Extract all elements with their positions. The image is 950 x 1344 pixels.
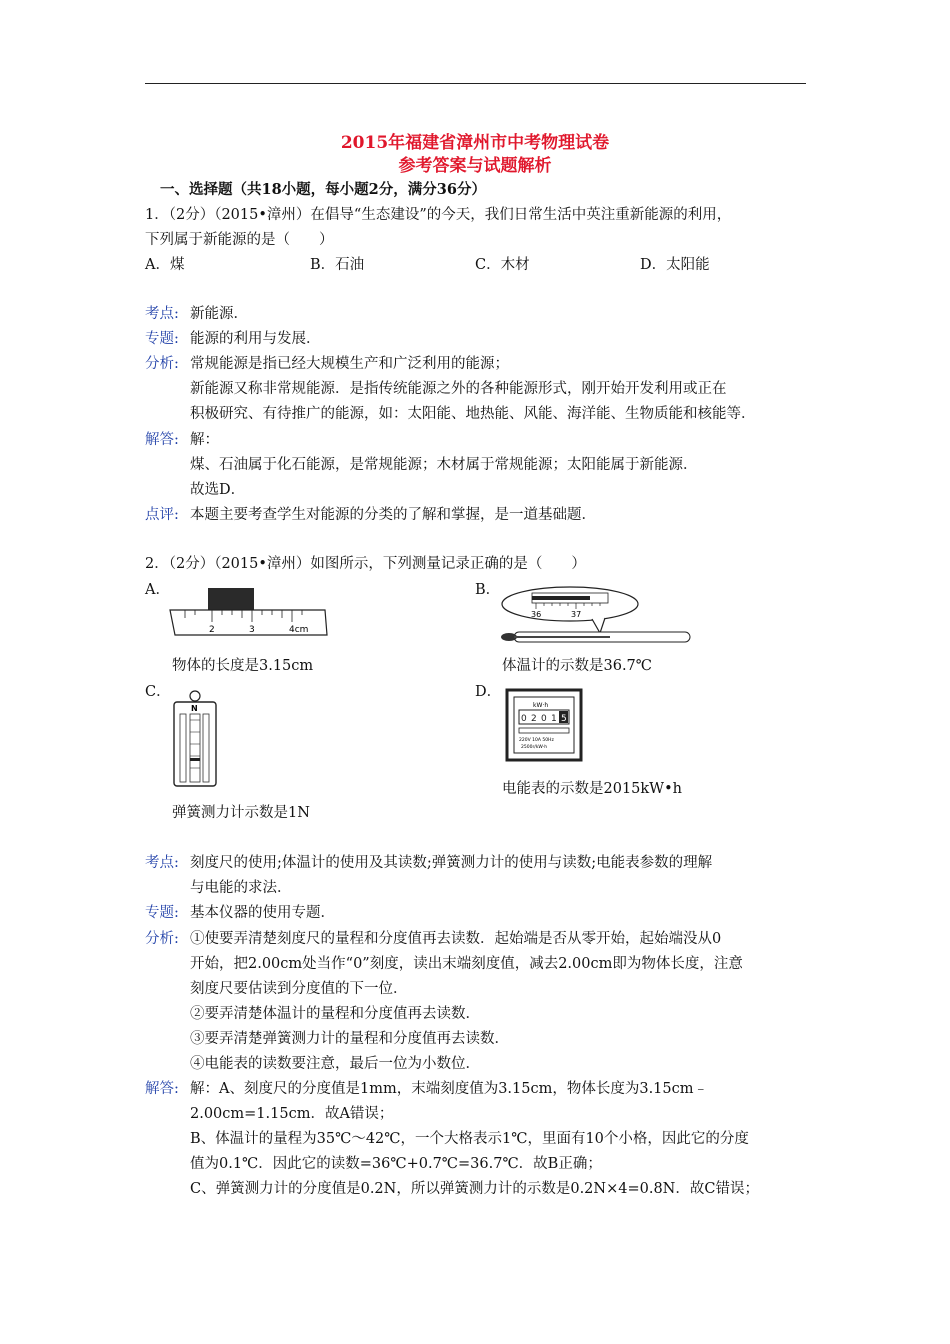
meter-digit: 0	[521, 714, 527, 724]
q1-stem-line1: 1．（2分）（2015•漳州）在倡导“生态建设”的今天，我们日常生活中英注重新能源的利用，	[145, 207, 732, 223]
q2-zhuanti-label: 专题:	[145, 905, 179, 921]
q1-dianping-label: 点评:	[145, 507, 179, 523]
q1-fenxi-line: 积极研究、有待推广的能源，如：太阳能、地热能、风能、海洋能、生物质能和核能等．	[190, 406, 756, 422]
meter-digit: 2	[531, 714, 537, 724]
electric-meter-figure	[505, 688, 583, 762]
meter-spec: 2500r/kW·h	[521, 745, 548, 750]
q2-jieda-line: 2.00cm=1.15cm．故A错误；	[190, 1106, 394, 1122]
q2-option-a-letter: A．	[145, 582, 170, 598]
q1-zhuanti: 能源的利用与发展．	[190, 331, 321, 347]
meter-digit: 5	[561, 714, 567, 724]
q1-option-d: D．太阳能	[640, 257, 710, 273]
q1-stem-line2: 下列属于新能源的是（ ）	[145, 232, 334, 248]
q1-jieda-label: 解答:	[145, 432, 179, 448]
q1-fenxi-line: 常规能源是指已经大规模生产和广泛利用的能源；	[190, 356, 509, 372]
q2-fenxi-line: ①使要弄清楚刻度尺的量程和分度值再去读数．起始端是否从零开始，起始端没从0	[190, 931, 722, 947]
q2-stem: 2．（2分）（2015•漳州）如图所示，下列测量记录正确的是（ ）	[145, 556, 586, 572]
q2-fenxi-line: ③要弄清楚弹簧测力计的量程和分度值再去读数．	[190, 1031, 509, 1047]
q2-kaodian-label: 考点:	[145, 855, 179, 871]
q1-dianping: 本题主要考查学生对能源的分类的了解和掌握，是一道基础题．	[190, 507, 596, 523]
mercury-column	[532, 596, 590, 600]
header-rule	[145, 83, 806, 84]
q2-option-c-letter: C．	[145, 684, 171, 700]
thermo-tick-label: 36	[531, 610, 542, 619]
meter-spec: 220V 10A 50Hz	[519, 738, 554, 743]
thermometer-figure	[500, 585, 695, 650]
q2-option-b-caption: 体温计的示数是36.7℃	[502, 658, 653, 674]
meter-unit: kW·h	[533, 702, 549, 709]
ruler-figure	[165, 585, 330, 645]
spring-pointer	[190, 758, 200, 761]
q1-fenxi-label: 分析:	[145, 356, 179, 372]
q2-option-a-caption: 物体的长度是3.15cm	[172, 658, 314, 674]
q2-kaodian-line: 刻度尺的使用;体温计的使用及其读数;弹簧测力计的使用与读数;电能表参数的理解	[190, 855, 713, 871]
q2-option-b-letter: B．	[475, 582, 501, 598]
page-title: 2015年福建省漳州市中考物理试卷	[340, 133, 610, 153]
q2-option-d-caption: 电能表的示数是2015kW•h	[502, 781, 682, 797]
ruler-tick-label: 2	[209, 625, 215, 635]
measured-block	[208, 588, 254, 610]
q1-fenxi-line: 新能源又称非常规能源．是指传统能源之外的各种能源形式，刚开始开发利用或正在	[190, 381, 727, 397]
q1-jieda-line: 煤、石油属于化石能源，是常规能源；木材属于常规能源；太阳能属于新能源．	[190, 457, 698, 473]
q2-fenxi-line: ④电能表的读数要注意，最后一位为小数位．	[190, 1056, 480, 1072]
meter-digit: 1	[551, 714, 557, 724]
q2-fenxi-line: ②要弄清楚体温计的量程和分度值再去读数．	[190, 1006, 480, 1022]
q2-option-d-letter: D．	[475, 684, 502, 700]
ruler-tick-label: 4cm	[289, 625, 309, 635]
q2-jieda-line: 解：A、刻度尺的分度值是1mm，末端刻度值为3.15cm，物体长度为3.15cm﹣	[190, 1081, 709, 1097]
q2-zhuanti: 基本仪器的使用专题．	[190, 905, 335, 921]
q1-option-c: C．木材	[475, 257, 530, 273]
spring-scale-figure	[170, 690, 220, 790]
q1-option-a: A．煤	[145, 257, 185, 273]
q1-kaodian-label: 考点:	[145, 306, 179, 322]
q1-option-b: B．石油	[310, 257, 365, 273]
q2-jieda-line: 值为0.1℃．因此它的读数=36℃+0.7℃=36.7℃．故B正确；	[190, 1156, 602, 1172]
q2-fenxi-label: 分析:	[145, 931, 179, 947]
magnifier-bubble	[502, 587, 638, 621]
section-heading: 一、选择题（共18小题，每小题2分，满分36分）	[160, 181, 486, 198]
q2-jieda-label: 解答:	[145, 1081, 179, 1097]
q2-jieda-line: C、弹簧测力计的分度值是0.2N，所以弹簧测力计的示数是0.2N×4=0.8N．故C错误；	[190, 1181, 759, 1197]
q2-option-c-caption: 弹簧测力计示数是1N	[172, 805, 310, 821]
q1-jieda-line: 故选D．	[190, 482, 246, 498]
page-subtitle: 参考答案与试题解析	[398, 156, 552, 176]
q1-kaodian: 新能源．	[190, 306, 248, 322]
q2-fenxi-line: 刻度尺要估读到分度值的下一位．	[190, 981, 408, 997]
spring-unit: N	[191, 704, 198, 713]
q1-jieda-line: 解：	[190, 432, 219, 448]
q1-zhuanti-label: 专题:	[145, 331, 179, 347]
meter-digit: 0	[541, 714, 547, 724]
thermo-tick-label: 37	[571, 610, 582, 619]
q2-fenxi-line: 开始，把2.00cm处当作“0”刻度，读出末端刻度值，减去2.00cm即为物体长度，注意	[190, 956, 743, 972]
spring-hook	[190, 691, 200, 701]
q2-kaodian-line: 与电能的求法．	[190, 880, 292, 896]
ruler-tick-label: 3	[249, 625, 255, 635]
q2-jieda-line: B、体温计的量程为35℃～42℃，一个大格表示1℃，里面有10个小格，因此它的分度	[190, 1131, 749, 1147]
